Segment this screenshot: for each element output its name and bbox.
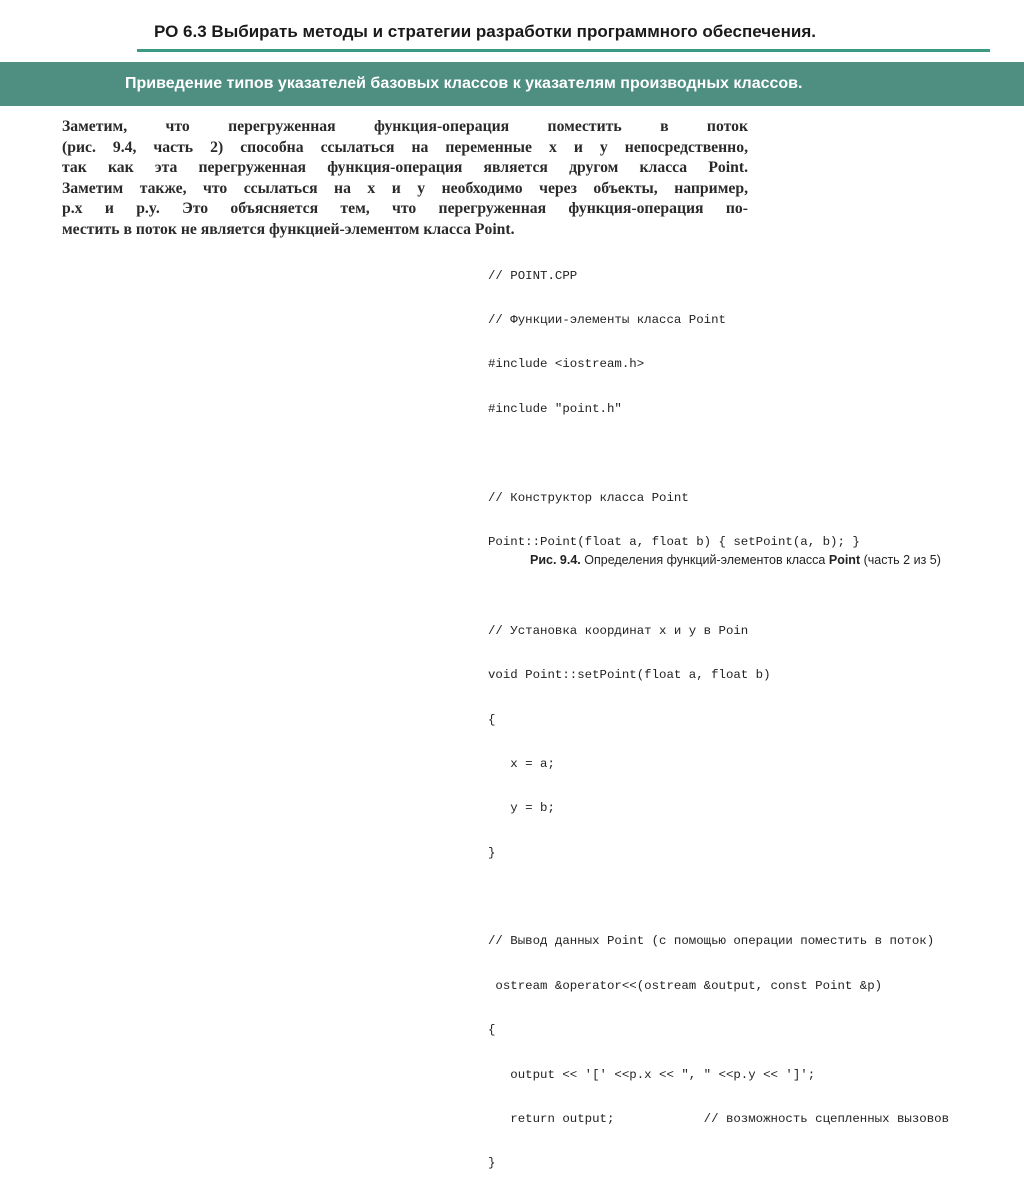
- code-line: x = a;: [488, 756, 555, 771]
- paragraph-line: Заметим также, что ссылаться на x и y необходимо через объекты, например,: [62, 179, 748, 197]
- code-line: // POINT.CPP: [488, 268, 578, 283]
- code-line: [488, 890, 949, 905]
- code-line: [488, 579, 949, 594]
- code-line: }: [488, 1156, 496, 1171]
- paragraph-line: (рис. 9.4, часть 2) способна ссылаться на переменные x и y непосредственно,: [62, 138, 748, 156]
- code-line: ostream &operator<<(ostream &output, const Point &p): [488, 978, 883, 993]
- title-underline: [137, 49, 990, 52]
- code-line: // Вывод данных Point (с помощью операции поместить в поток): [488, 934, 935, 949]
- code-line: {: [488, 712, 496, 727]
- code-line: void Point::setPoint(float a, float b): [488, 668, 771, 683]
- paragraph-line: p.x и p.y. Это объясняется тем, что перегруженная функция-операция по-: [62, 200, 748, 217]
- paragraph-line: Заметим, что перегруженная функция-операция поместить в поток: [62, 118, 748, 135]
- paragraph-line: так как эта перегруженная функция-операция является другом класса Point.: [62, 159, 748, 176]
- body-paragraph: [62, 117, 748, 240]
- code-line: #include <iostream.h>: [488, 357, 645, 372]
- section-banner: [0, 62, 1024, 106]
- figure-caption: [530, 553, 941, 567]
- code-line: // Функции-элементы класса Point: [488, 312, 726, 327]
- caption-class-name: Point: [828, 553, 861, 567]
- code-line: // Установка координат x и y в Poin: [488, 623, 749, 638]
- code-line: return output; // возможность сцепленных вызовов: [488, 1112, 950, 1127]
- code-line: }: [488, 845, 496, 860]
- caption-label: Рис. 9.4.: [530, 553, 581, 567]
- code-line: output << '[' <<p.x << ", " <<p.y << ']';: [488, 1067, 816, 1082]
- code-listing: [488, 239, 949, 1186]
- code-line: [488, 446, 949, 461]
- paragraph-line: местить в поток не является функцией-элементом класса Point.: [62, 220, 515, 238]
- caption-suffix: (часть 2 из 5): [860, 553, 941, 567]
- code-line: #include "point.h": [488, 401, 622, 416]
- code-line: {: [488, 1023, 496, 1038]
- code-line: y = b;: [488, 801, 555, 816]
- page-title: РО 6.3 Выбирать методы и стратегии разработки программного обеспечения.: [154, 22, 816, 41]
- banner-text: Приведение типов указателей базовых классов к указателям производных классов.: [125, 75, 803, 92]
- caption-text: Определения функций-элементов класса: [580, 553, 829, 567]
- code-line: // Конструктор класса Point: [488, 490, 689, 505]
- code-line: Point::Point(float a, float b) { setPoint(a, b); }: [488, 534, 860, 549]
